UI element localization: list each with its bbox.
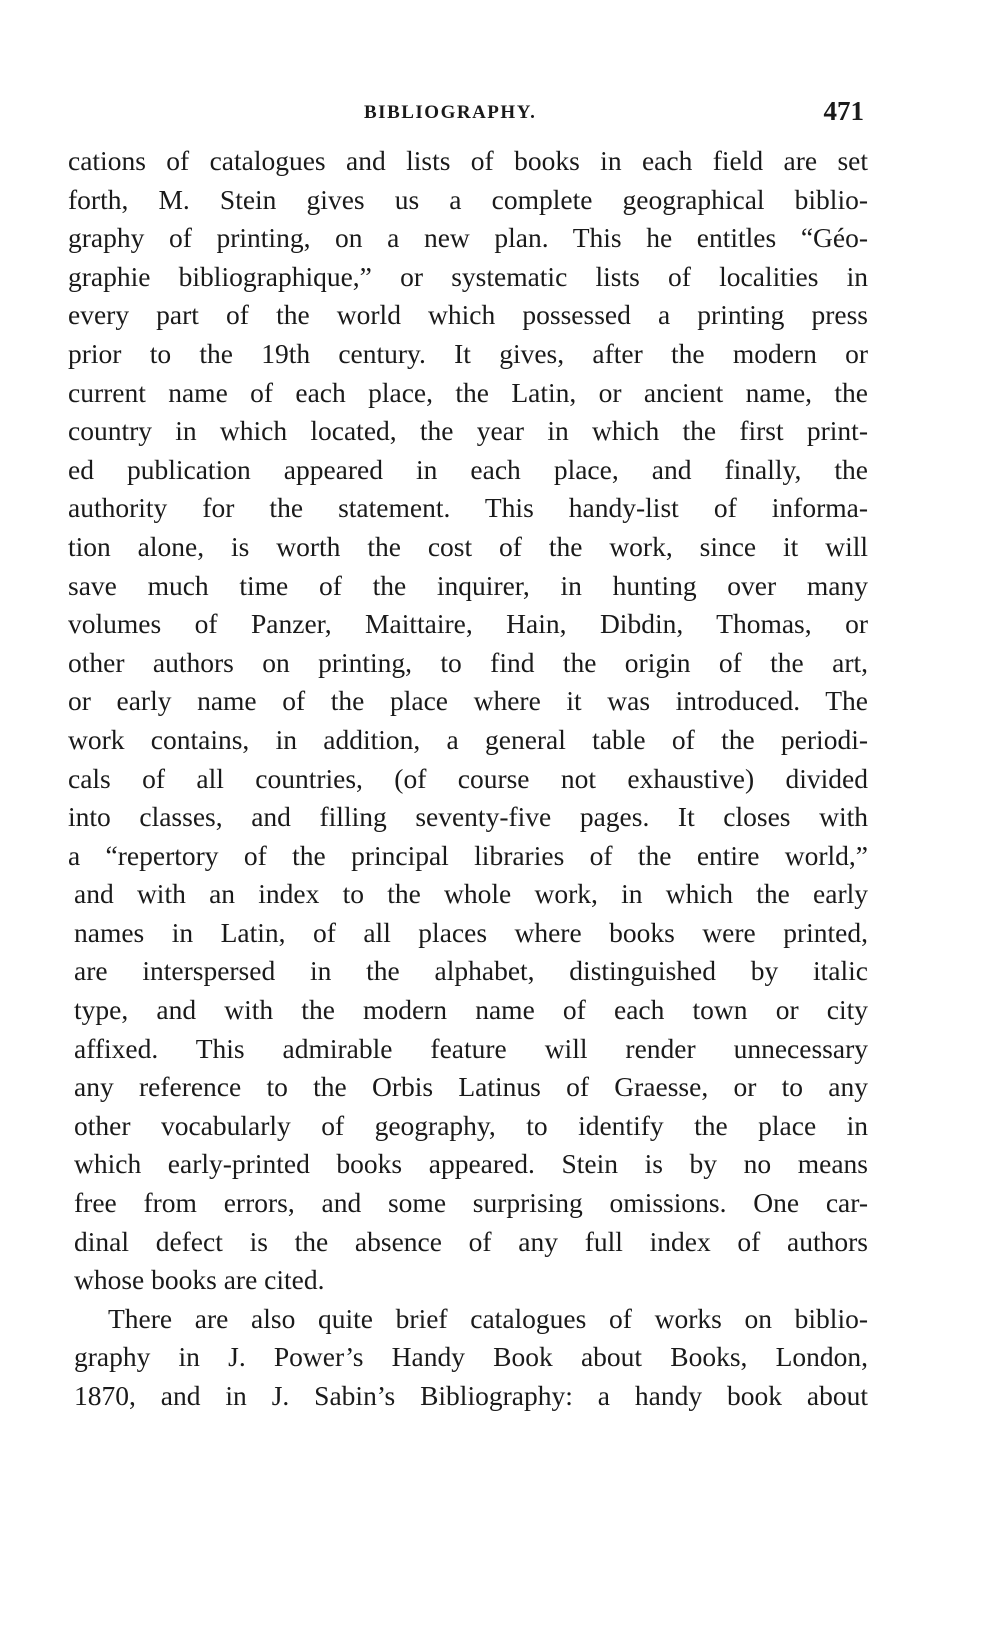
text-line: are interspersed in the alphabet, distinguished by italic <box>74 955 868 987</box>
text-line: There are also quite brief catalogues of works on biblio- <box>108 1302 868 1334</box>
text-line: cals of all countries, (of course not exhaustive) divided <box>68 762 868 794</box>
text-line: type, and with the modern name of each town or city <box>74 994 868 1026</box>
paragraph-1 <box>68 142 868 1300</box>
text-line: affixed. This admirable feature will render unnecessary <box>74 1032 868 1064</box>
text-line: prior to the 19th century. It gives, after the modern or <box>68 337 868 369</box>
text-line: cations of catalogues and lists of books in each field are set <box>68 145 868 176</box>
text-line: graphy in J. Power’s Handy Book about Books, London, <box>74 1341 868 1373</box>
text-line: and with an index to the whole work, in which the early <box>74 878 868 910</box>
text-line: into classes, and filling seventy-five pages. It closes with <box>68 801 868 833</box>
text-line: which early-printed books appeared. Stein is by no means <box>74 1148 868 1180</box>
text-line: save much time of the inquirer, in hunting over many <box>68 569 868 601</box>
text-line: graphie bibliographique,” or systematic lists of localities in <box>68 260 868 292</box>
text-line: other authors on printing, to find the origin of the art, <box>68 646 868 678</box>
text-line: graphy of printing, on a new plan. This he entitles “Géo- <box>68 222 868 254</box>
text-line: volumes of Panzer, Maittaire, Hain, Dibdin, Thomas, or <box>68 608 868 640</box>
text-line: every part of the world which possessed a printing press <box>68 299 868 331</box>
text-line: any reference to the Orbis Latinus of Graesse, or to any <box>74 1071 868 1103</box>
running-title: BIBLIOGRAPHY. <box>364 102 537 123</box>
body-text <box>68 142 868 1416</box>
text-line: whose books are cited. <box>74 1264 325 1296</box>
text-line: names in Latin, of all places where books were printed, <box>74 916 868 948</box>
text-line: a “repertory of the principal libraries of the entire world,” <box>68 839 868 871</box>
text-line: dinal defect is the absence of any full index of authors <box>74 1225 868 1257</box>
text-line: ed publication appeared in each place, and finally, the <box>68 453 868 485</box>
page-number: 471 <box>823 96 864 126</box>
text-line: current name of each place, the Latin, or ancient name, the <box>68 376 868 408</box>
text-line: other vocabularly of geography, to identify the place in <box>74 1109 868 1141</box>
text-line: 1870, and in J. Sabin’s Bibliography: a handy book about <box>74 1380 868 1411</box>
text-line: forth, M. Stein gives us a complete geographical biblio- <box>68 183 868 215</box>
text-line: authority for the statement. This handy-list of informa- <box>68 492 868 524</box>
paragraph-2 <box>68 1300 868 1416</box>
running-head <box>68 92 868 142</box>
book-page <box>68 92 868 1416</box>
text-line: or early name of the place where it was introduced. The <box>68 685 868 717</box>
text-line: country in which located, the year in which the first print- <box>68 415 868 447</box>
text-line: work contains, in addition, a general table of the periodi- <box>68 723 868 755</box>
text-line: tion alone, is worth the cost of the work, since it will <box>68 530 868 562</box>
text-line: free from errors, and some surprising omissions. One car- <box>74 1187 868 1219</box>
